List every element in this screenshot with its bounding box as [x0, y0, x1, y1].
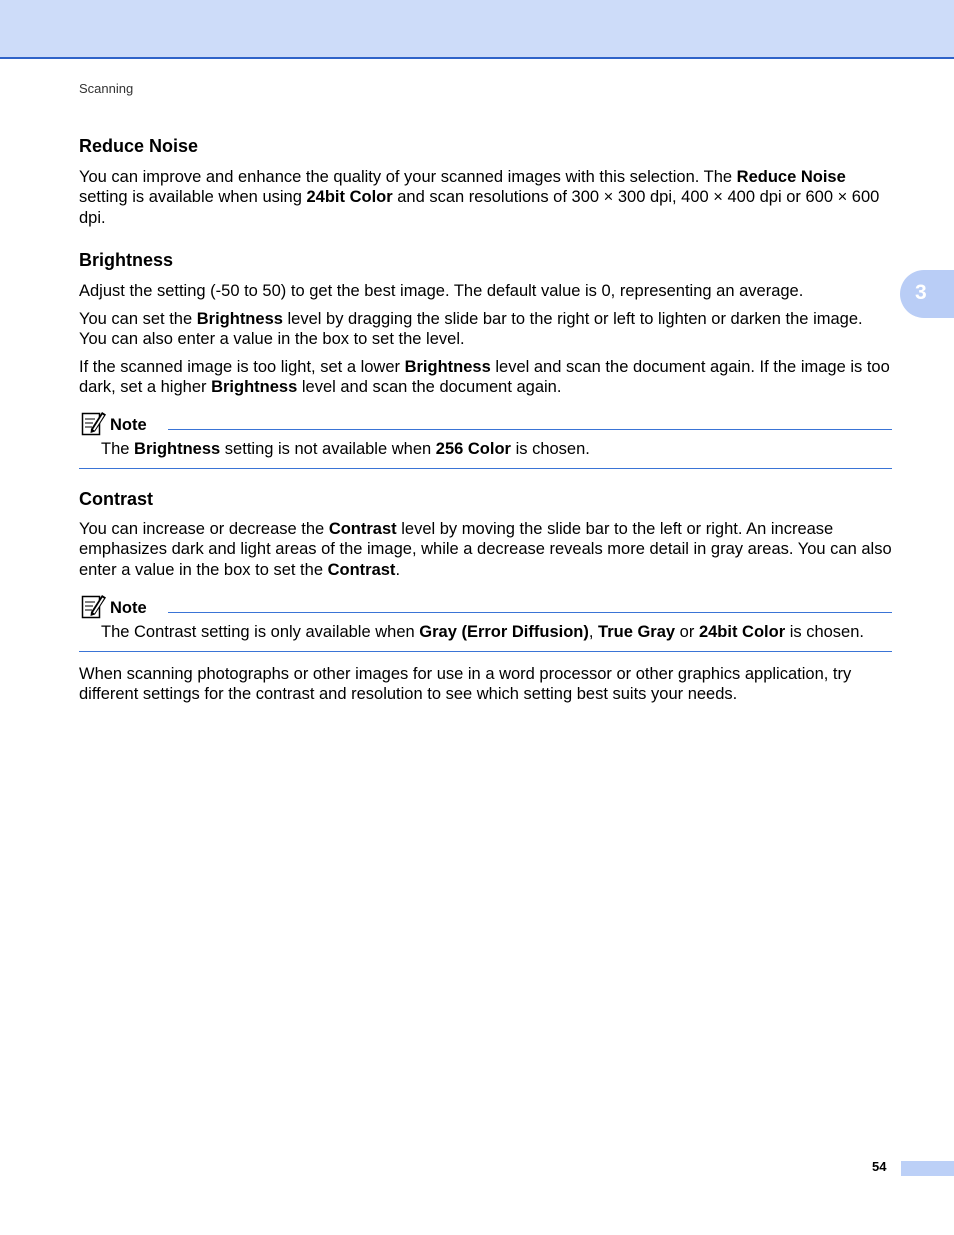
- header-band: [0, 0, 954, 59]
- note-divider-top: [168, 429, 892, 430]
- brightness-paragraph-2: You can set the Brightness level by dragging the slide bar to the right or left to lighten or darken the image. You can also enter a value in the box to set the level.: [79, 310, 863, 349]
- brightness-paragraph-1: Adjust the setting (-50 to 50) to get the best image. The default value is 0, representing an average.: [79, 282, 804, 300]
- reduce-noise-paragraph: You can improve and enhance the quality of your scanned images with this selection. The Reduce Noise setting is available when using 24bit Color and scan resolutions of 300 × 300 dpi, 400 × 400 dpi or 600 × 600 dpi.: [79, 168, 880, 227]
- note-text: The Contrast setting is only available when Gray (Error Diffusion), True Gray or 24bit Color is chosen.: [101, 623, 864, 641]
- brightness-paragraph-3: If the scanned image is too light, set a lower Brightness level and scan the document again. If the image is too dark, set a higher Brightness level and scan the document again.: [79, 358, 890, 397]
- running-head: Scanning: [79, 81, 134, 96]
- note-label: Note: [110, 599, 147, 617]
- chapter-tab: [900, 270, 954, 318]
- note-pencil-icon: [81, 410, 107, 436]
- note-divider-bottom: [79, 651, 892, 652]
- page-number: 54: [872, 1159, 887, 1174]
- note-divider-top: [168, 612, 892, 613]
- note-pencil-icon: [81, 593, 107, 619]
- note-text: The Brightness setting is not available when 256 Color is chosen.: [101, 440, 590, 458]
- contrast-paragraph-1: You can increase or decrease the Contrast level by moving the slide bar to the left or right. An increase emphasizes dark and light areas of the image, while a decrease reveals more detail in gray areas. You can also enter a value in the box to set the Contrast.: [79, 520, 892, 579]
- page-number-bar: [901, 1161, 954, 1176]
- chapter-number: 3: [915, 281, 927, 304]
- section-heading-contrast: Contrast: [79, 489, 154, 509]
- section-heading-reduce-noise: Reduce Noise: [79, 136, 199, 156]
- section-heading-brightness: Brightness: [79, 250, 174, 270]
- note-label: Note: [110, 416, 147, 434]
- note-divider-bottom: [79, 468, 892, 469]
- contrast-paragraph-2: When scanning photographs or other images for use in a word processor or other graphics application, try different settings for the contrast and resolution to see which setting best suits your needs.: [79, 665, 852, 704]
